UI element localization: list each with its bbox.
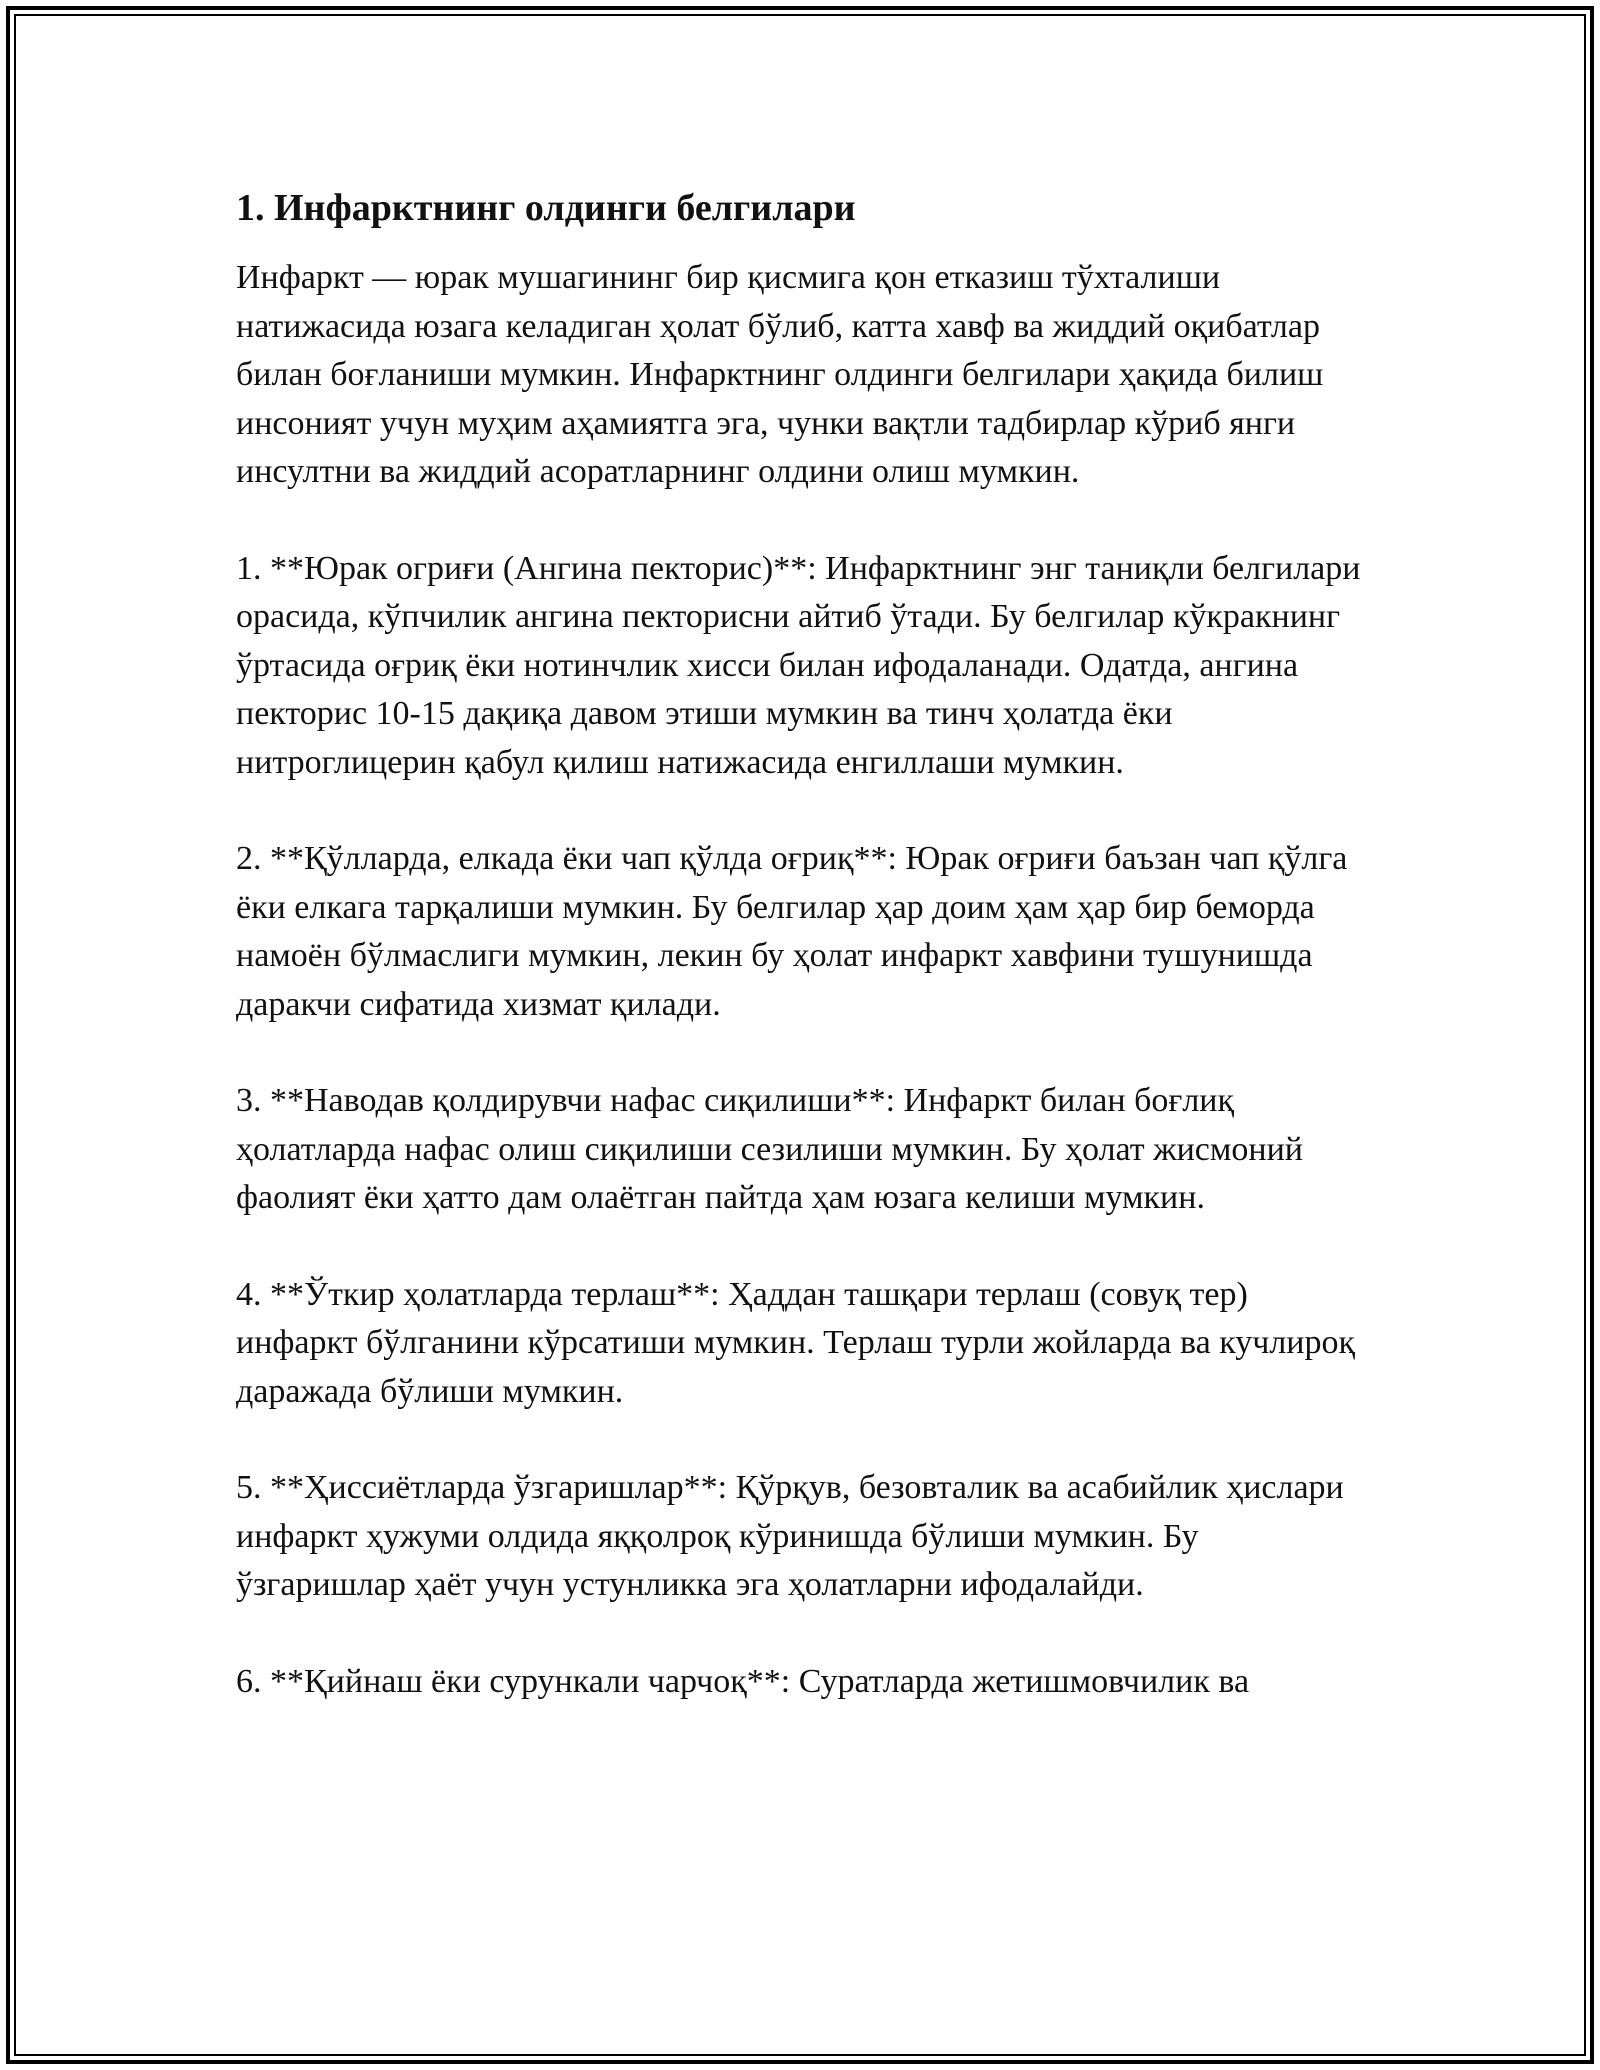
- list-item-sweating: 4. **Ўткир ҳолатларда терлаш**: Ҳаддан ташқари терлаш (совуқ тер) инфаркт бўлганини кўрсатиши мумкин. Терлаш турли жойларда ва кучлироқ даражада бўлиши мумкин.: [236, 1275, 1356, 1410]
- list-item-arm-pain: 2. **Қўлларда, елкада ёки чап қўлда оғриқ**: Юрак оғриғи баъзан чап қўлга ёки елкага тарқалиши мумкин. Бу белгилар ҳар доим ҳам ҳар бир беморда намоён бўлмаслиги мумкин, лекин бу ҳолат инфаркт хавфини тушунишда даракчи сифатида хизмат қилади.: [236, 840, 1348, 1023]
- list-item-fatigue: 6. **Қийнаш ёки сурункали чарчоқ**: Суратларда жетишмовчилик ва: [236, 1662, 1250, 1700]
- list-item-angina: 1. **Юрак огриғи (Ангина пекторис)**: Инфарктнинг энг таниқли белгилари орасида, кўпчилик ангина пекторисни айтиб ўтади. Бу белгилар кўкракнинг ўртасида оғриқ ёки нотинчлик хисси билан ифодаланади. Одатда, ангина пекторис 10-15 дақиқа давом этиши мумкин ва тинч ҳолатда ёки нитроглицерин қабул қилиш натижасида енгиллаши мумкин.: [236, 549, 1361, 781]
- section-heading: 1. Инфарктнинг олдинги белгилари: [236, 187, 856, 229]
- intro-paragraph: Инфаркт — юрак мушагининг бир қисмига қон етказиш тўхталиши натижасида юзага келадиган ҳолат бўлиб, катта хавф ва жиддий оқибатлар билан боғланиши мумкин. Инфарктнинг олдинги белгилари ҳақида билиш инсоният учун муҳим аҳамиятга эга, чунки вақтли тадбирлар кўриб янги инсултни ва жиддий асоратларнинг олдини олиш мумкин.: [236, 259, 1324, 490]
- document-body: [236, 184, 1376, 1754]
- list-item-emotional-changes: 5. **Ҳиссиётларда ўзгаришлар**: Қўрқув, безовталик ва асабийлик ҳислари инфаркт ҳужуми олдида яққолроқ кўринишда бўлиши мумкин. Бу ўзгаришлар ҳаёт учун устунликка эга ҳолатларни ифодалайди.: [236, 1469, 1344, 1603]
- list-item-shortness-of-breath: 3. **Наводав қолдирувчи нафас сиқилиши**: Инфаркт билан боғлиқ ҳолатларда нафас олиш сиқилиши сезилиши мумкин. Бу ҳолат жисмоний фаолият ёки ҳатто дам олаётган пайтда ҳам юзага келиши мумкин.: [236, 1082, 1303, 1216]
